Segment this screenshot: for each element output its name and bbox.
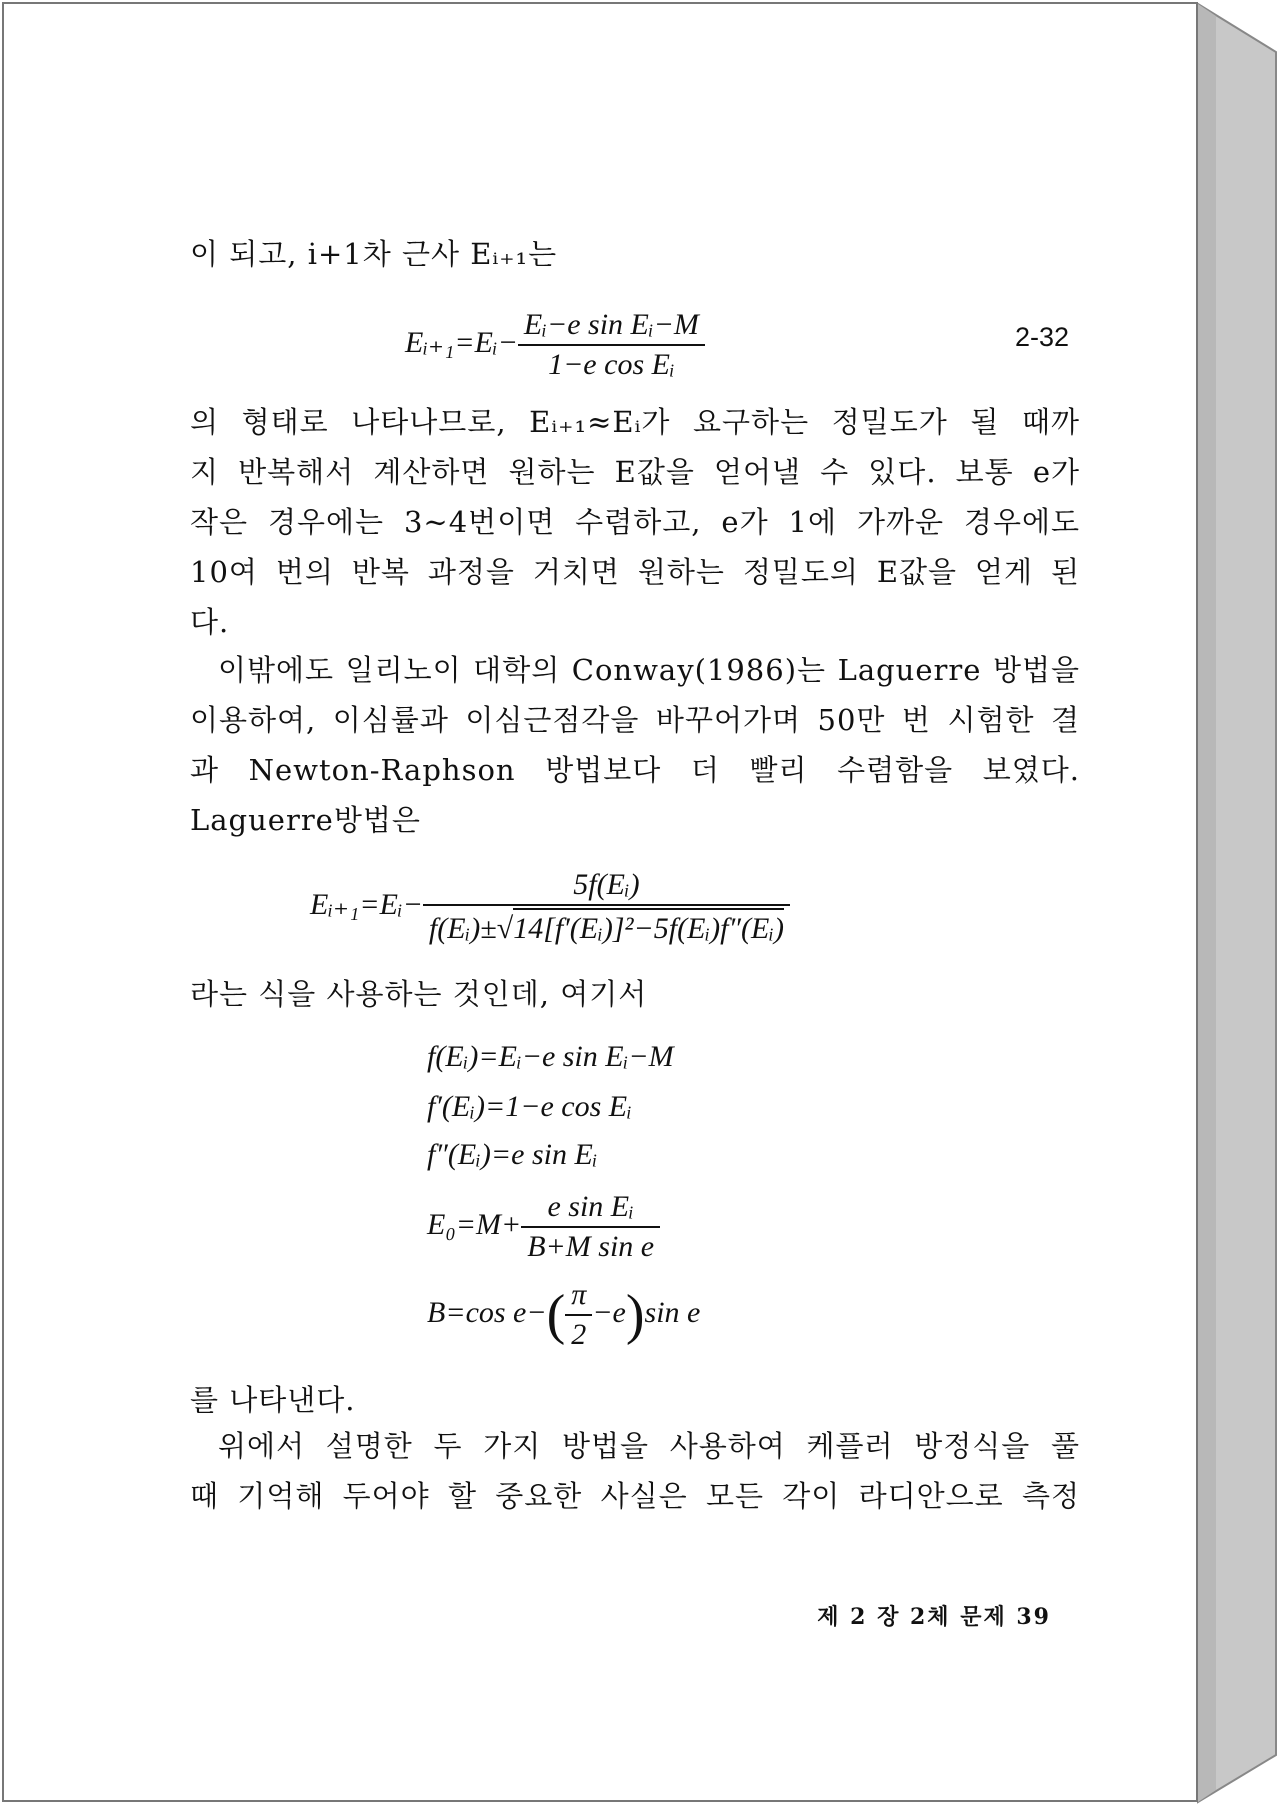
para2-line-2: 이용하여, 이심률과 이심근점각을 바꾸어가며 50만 번 시험한 결	[190, 703, 1080, 737]
laguerre-equation	[310, 868, 790, 946]
def-f-double-prime: f″(Eᵢ)=e sin Eᵢ	[427, 1138, 598, 1171]
eq1-lhs: Eᵢ₊₁=Eᵢ−	[405, 325, 518, 359]
def-f: f(Eᵢ)=Eᵢ−e sin Eᵢ−M	[427, 1040, 674, 1073]
eq1-numerator: Eᵢ−e sin Eᵢ−M	[518, 308, 705, 346]
intro-line: 이 되고, i+1차 근사 Eᵢ₊₁는	[190, 237, 558, 271]
para4-line-2: 때 기억해 두어야 할 중요한 사실은 모든 각이 라디안으로 측정	[190, 1479, 1080, 1513]
eq2-fraction	[423, 868, 790, 946]
def-e0	[427, 1190, 660, 1264]
para3-line: 를 나타낸다.	[190, 1383, 356, 1417]
para2-line-4: Laguerre방법은	[190, 803, 421, 837]
eq2-numerator: 5f(Eᵢ)	[423, 868, 790, 906]
e0-numerator: e sin Eᵢ	[521, 1190, 660, 1228]
equation-number: 2-32	[1015, 322, 1070, 352]
where-line: 라는 식을 사용하는 것인데, 여기서	[190, 977, 648, 1011]
para1-line-2: 지 반복해서 계산하면 원하는 E값을 얻어낼 수 있다. 보통 e가	[190, 455, 1080, 489]
two: 2	[571, 1318, 587, 1351]
para4-line-1: 위에서 설명한 두 가지 방법을 사용하여 케플러 방정식을 풀	[218, 1429, 1080, 1463]
page-footer: 제 2 장 2체 문제 39	[817, 1604, 1051, 1630]
eq2-denominator	[423, 906, 790, 946]
pi: π	[565, 1278, 592, 1316]
e0-lhs: E₀=M+	[427, 1207, 522, 1241]
b-lhs: B=cos e−	[427, 1295, 547, 1329]
def-b	[427, 1278, 700, 1352]
para1-line-4: 10여 번의 반복 과정을 거치면 원하는 정밀도의 E값을 얻게 된	[190, 555, 1080, 589]
b-minus-e: −e	[592, 1295, 626, 1329]
eq2-lhs: Eᵢ₊₁=Eᵢ−	[310, 887, 423, 921]
para2-line-1: 이밖에도 일리노이 대학의 Conway(1986)는 Laguerre 방법을	[218, 653, 1080, 687]
right-paren: )	[625, 1284, 645, 1346]
para2-line-3: 과 Newton-Raphson 방법보다 더 빨리 수렴함을 보였다.	[190, 753, 1080, 787]
def-f-prime: f′(Eᵢ)=1−e cos Eᵢ	[427, 1090, 632, 1123]
eq2-den-left: f(Eᵢ)±	[428, 912, 497, 945]
sqrt-sign: √	[496, 912, 514, 945]
para1-line-5: 다.	[190, 605, 230, 639]
equation-2-32	[405, 308, 705, 382]
para1-line-1: 의 형태로 나타나므로, Eᵢ₊₁≈Eᵢ가 요구하는 정밀도가 될 때까	[190, 405, 1080, 439]
eq1-fraction	[518, 308, 705, 382]
eq1-denominator: 1−e cos Eᵢ	[548, 348, 675, 381]
pi-over-2	[565, 1278, 592, 1352]
para1-line-3: 작은 경우에는 3∼4번이면 수렴하고, e가 1에 가까운 경우에도	[190, 505, 1080, 539]
left-paren: (	[546, 1284, 566, 1346]
b-rhs: sin e	[644, 1295, 701, 1329]
e0-denominator: B+M sin e	[527, 1230, 655, 1263]
e0-fraction	[521, 1190, 660, 1264]
eq2-den-sqrt: 14[f′(Eᵢ)]²−5f(Eᵢ)f″(Eᵢ)	[513, 908, 784, 946]
